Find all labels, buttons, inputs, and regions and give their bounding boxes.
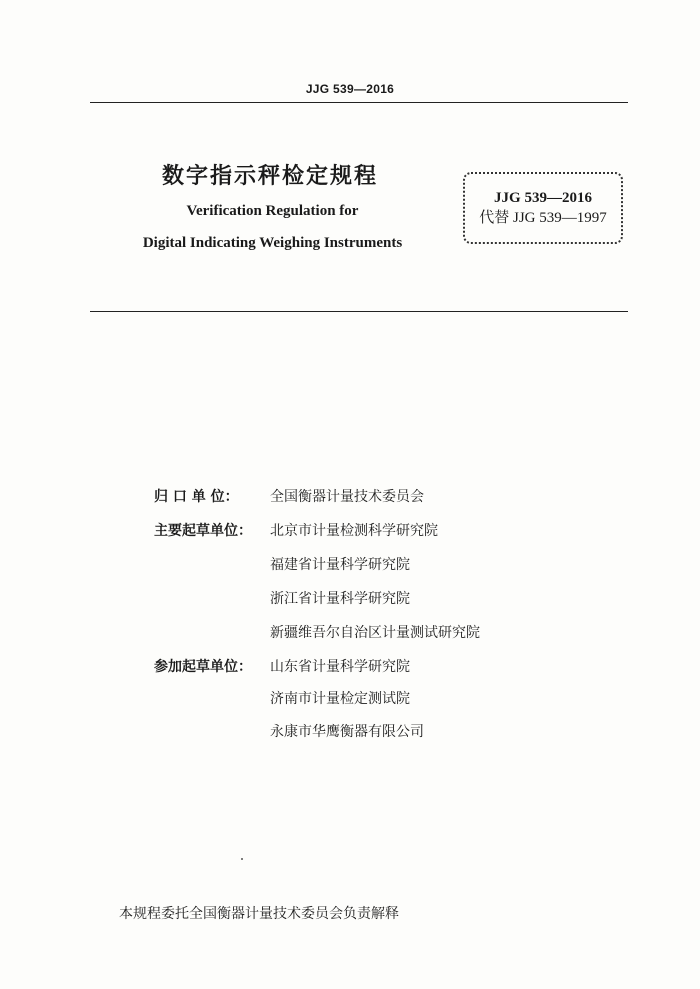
participating-drafting-unit: 永康市华鹰衡器有限公司 <box>270 724 424 740</box>
responsible-unit-label: 归 口 单 位： <box>154 489 239 505</box>
code-box-code: JJG 539—2016 <box>494 190 592 206</box>
participating-drafting-label: 参加起草单位： <box>154 659 252 675</box>
code-box-replaces: 代替 JJG 539—1997 <box>479 210 607 226</box>
title-chinese: 数字指示秤检定规程 <box>162 164 379 189</box>
main-drafting-label: 主要起草单位： <box>154 523 252 539</box>
main-drafting-unit: 福建省计量科学研究院 <box>270 557 410 573</box>
main-drafting-unit: 浙江省计量科学研究院 <box>270 591 410 607</box>
participating-drafting-unit: 山东省计量科学研究院 <box>270 659 410 675</box>
title-english-line1: Verification Regulation for <box>186 203 359 219</box>
responsible-unit-value: 全国衡器计量技术委员会 <box>270 489 424 505</box>
title-rule <box>90 311 628 312</box>
participating-drafting-unit: 济南市计量检定测试院 <box>270 691 410 707</box>
main-drafting-unit: 新疆维吾尔自治区计量测试研究院 <box>270 625 480 641</box>
header-document-code: JJG 539—2016 <box>305 82 395 96</box>
code-box <box>463 172 623 244</box>
header-rule <box>90 102 628 103</box>
title-english-line2: Digital Indicating Weighing Instruments <box>142 235 403 251</box>
scan-speck <box>241 858 243 860</box>
footer-note: 本规程委托全国衡器计量技术委员会负责解释 <box>119 906 399 922</box>
main-drafting-unit: 北京市计量检测科学研究院 <box>270 523 438 539</box>
